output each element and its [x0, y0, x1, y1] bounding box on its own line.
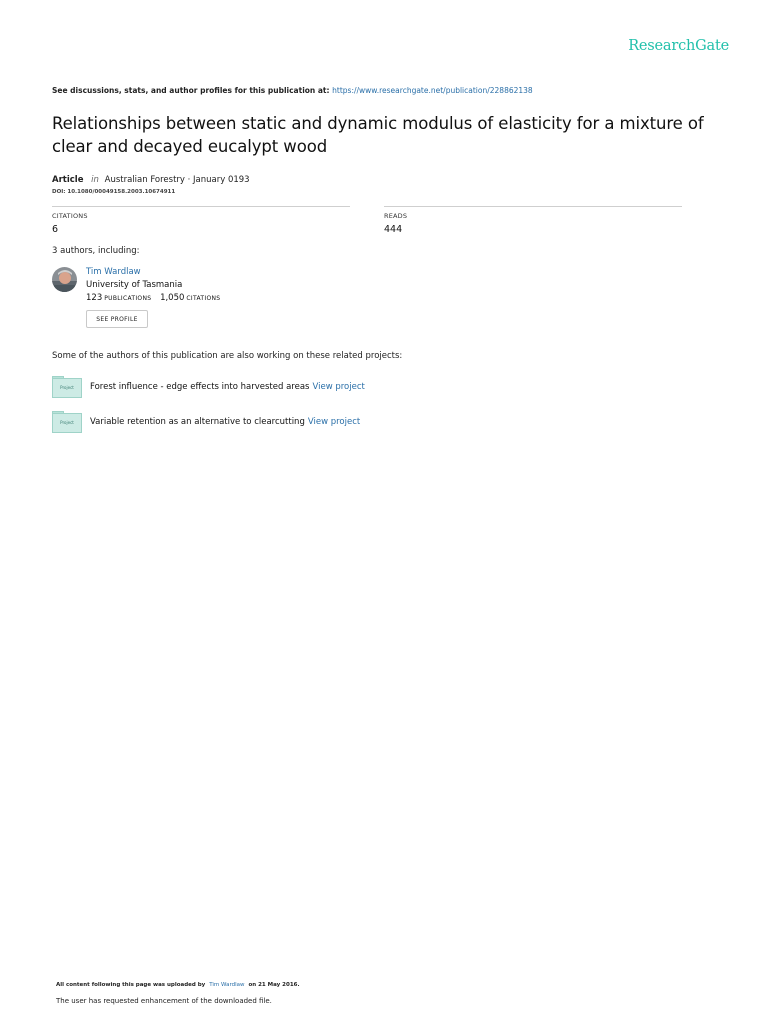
publication-title: Relationships between static and dynamic modulus of elasticity for a mixture of clear and decayed eucalypt wood	[52, 114, 704, 156]
see-profile-button[interactable]: SEE PROFILE	[86, 310, 148, 328]
upload-suffix: on 21 May 2016.	[248, 982, 300, 988]
reads-label: READS	[384, 212, 408, 220]
authors-heading: 3 authors, including:	[52, 246, 140, 256]
project-item	[52, 411, 360, 433]
project-title: Forest influence - edge effects into harvested areas	[90, 382, 310, 392]
view-project-link[interactable]: View project	[312, 382, 365, 392]
author-citations-label: CITATIONS	[186, 295, 221, 302]
publication-type: Article	[52, 175, 84, 185]
uploader-link[interactable]: Tim Wardlaw	[209, 982, 245, 988]
project-folder-icon[interactable]	[52, 411, 82, 433]
author-citations-count: 1,050	[160, 293, 185, 303]
author-institution: University of Tasmania	[86, 280, 183, 290]
project-folder-icon[interactable]	[52, 376, 82, 398]
citations-label: CITATIONS	[52, 212, 88, 220]
related-projects-heading: Some of the authors of this publication are also working on these related projects:	[52, 351, 403, 361]
publication-meta	[52, 175, 250, 185]
in-label: in	[91, 175, 99, 185]
author-name-link[interactable]: Tim Wardlaw	[86, 267, 141, 277]
publication-url-link[interactable]: https://www.researchgate.net/publication/228862138	[332, 86, 533, 95]
discussions-line	[52, 86, 533, 95]
citations-divider	[52, 206, 350, 207]
publication-doi: DOI: 10.1080/00049158.2003.10674911	[52, 189, 176, 195]
journal-date: Australian Forestry · January 0193	[104, 175, 250, 185]
project-item	[52, 376, 365, 398]
author-stats	[86, 293, 220, 303]
view-project-link[interactable]: View project	[307, 417, 361, 427]
author-publications-count: 123	[86, 293, 103, 303]
reads-divider	[384, 206, 682, 207]
folder-label: Project	[60, 385, 74, 390]
reads-value: 444	[384, 224, 403, 235]
citations-value: 6	[52, 224, 59, 235]
project-title: Variable retention as an alternative to clearcutting	[90, 417, 305, 427]
folder-label: Project	[60, 420, 74, 425]
upload-prefix: All content following this page was uploaded by	[56, 982, 206, 988]
enhancement-note: The user has requested enhancement of the downloaded file.	[56, 997, 272, 1005]
upload-note	[56, 982, 300, 988]
researchgate-logo[interactable]: ResearchGate	[628, 38, 729, 54]
author-publications-label: PUBLICATIONS	[104, 295, 152, 302]
avatar[interactable]	[52, 267, 77, 292]
discussions-text: See discussions, stats, and author profiles for this publication at:	[52, 86, 330, 95]
